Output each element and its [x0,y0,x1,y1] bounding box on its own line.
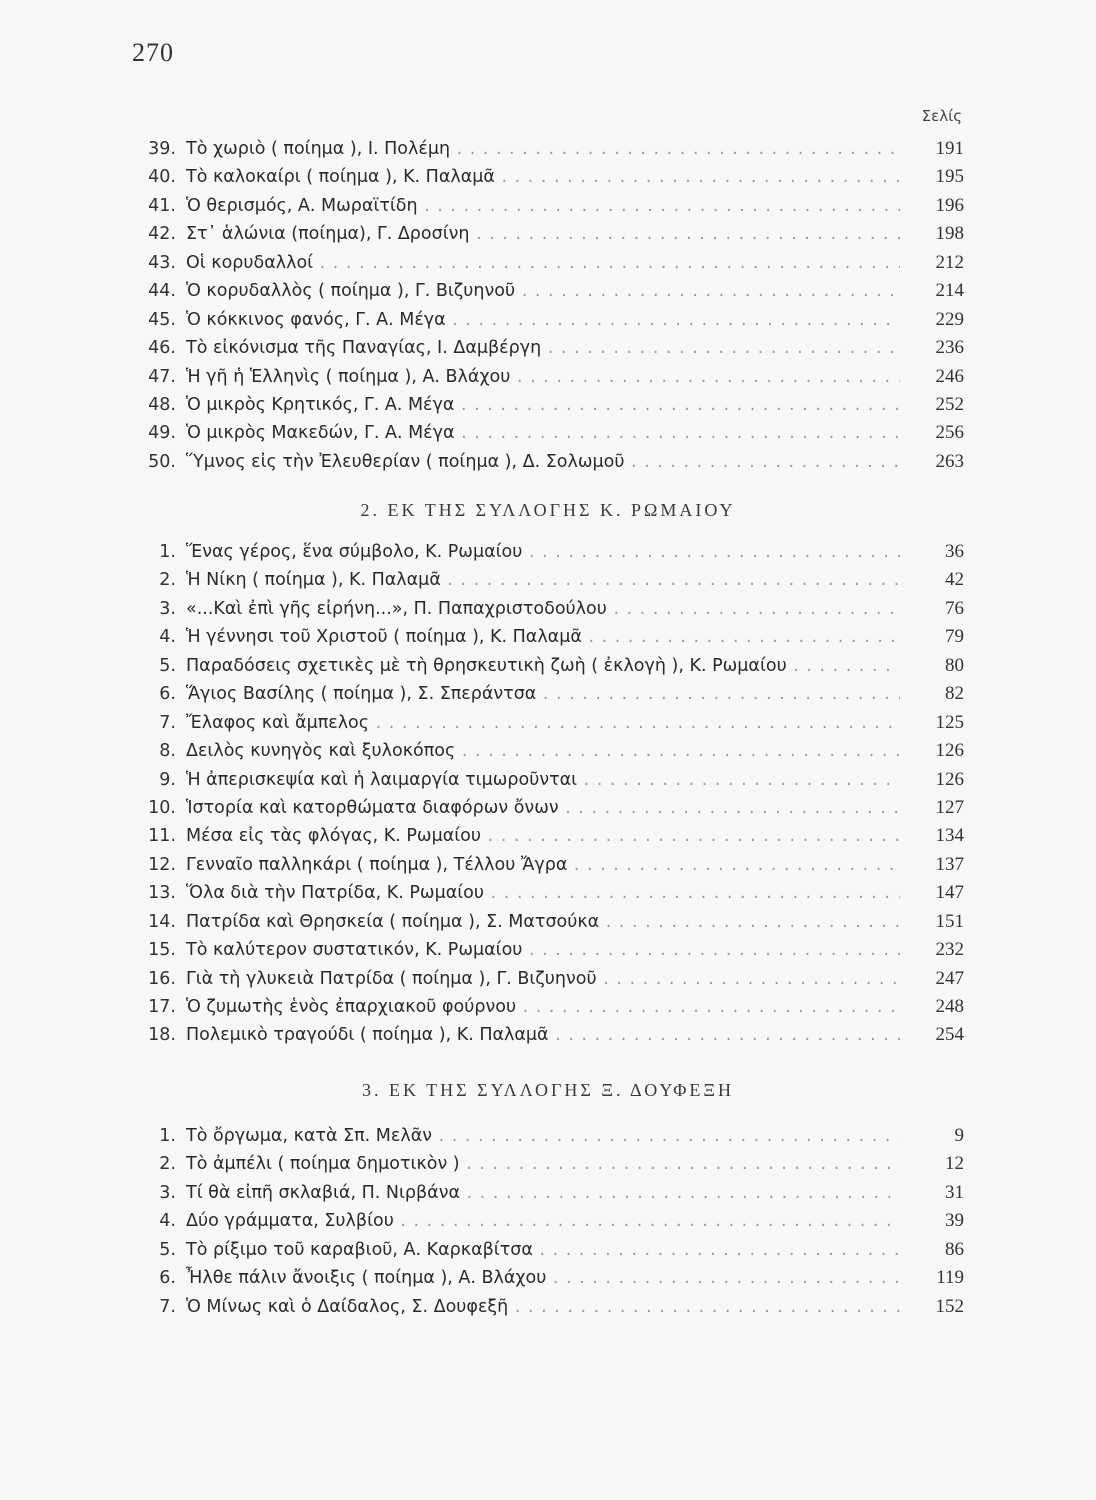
entry-title: Ὁ μικρὸς Κρητικός, Γ. Α. Μέγα . . . [186,391,956,419]
entry-number: 3. [159,1182,176,1203]
toc-entry [0,249,1096,277]
toc-entry [0,566,1096,594]
section-heading-romaiou: 2. ΕΚ ΤΗΣ ΣΥΛΛΟΓΗΣ Κ. ΡΩΜΑΙΟΥ [360,500,736,520]
entry-number: 11. [148,826,176,847]
entry-page: 42 [900,566,964,594]
entry-number: 47. [148,366,176,387]
entry-page: 212 [900,249,964,277]
entry-title: Ἡ ἀπερισκεψία καὶ ἡ λαιμαργία τιμωροῦνται . . . [186,766,956,794]
toc-entry [0,306,1096,334]
entry-number: 45. [148,309,176,330]
toc-entry [0,391,1096,419]
entry-number: 10. [148,797,176,818]
toc-entry [0,851,1096,879]
entry-page: 12 [900,1150,964,1178]
toc-entry [0,538,1096,566]
toc-entry [0,1207,1096,1235]
entry-page: 248 [900,993,964,1021]
entry-title: Τὸ ὄργωμα, κατὰ Σπ. Μελᾶν . . . [186,1122,956,1150]
toc-entry [0,277,1096,305]
entry-page: 126 [900,766,964,794]
entry-number: 9. [159,769,176,790]
entry-page: 126 [900,737,964,765]
entry-title: Τὸ καλύτερον συστατικόν, Κ. Ρωμαίου . . . [186,936,956,964]
entry-number: 8. [159,741,176,762]
entry-title: Πατρίδα καὶ Θρησκεία ( ποίημα ), Σ. Ματσούκα . . . [186,908,956,936]
entry-number: 15. [148,940,176,961]
entry-page: 80 [900,652,964,680]
entry-number: 1. [159,542,176,562]
entry-number: 48. [148,394,176,415]
entry-number: 6. [159,1268,176,1289]
toc-entry [0,908,1096,936]
entry-title: Τὸ χωριὸ ( ποίημα ), Ι. Πολέμη . . . [186,135,956,163]
entry-title: Στ᾽ ἁλώνια (ποίημα), Γ. Δροσίνη . . . [186,220,956,248]
entry-number: 49. [148,423,176,444]
entry-number: 7. [159,1296,176,1317]
toc-entry [0,1122,1096,1150]
toc-entry [0,1179,1096,1207]
toc-entry [0,192,1096,220]
entry-page: 247 [900,965,964,993]
entry-page: 134 [900,822,964,850]
toc-entry [0,1293,1096,1321]
entry-number: 44. [148,281,176,302]
entry-title: Παραδόσεις σχετικὲς μὲ τὴ θρησκευτικὴ ζωὴ ( ἐκλογὴ ), Κ. Ρωμαίου . . . [186,652,956,680]
entry-title: Ὁ θερισμός, Α. Μωραϊτίδη . . . [186,192,956,220]
toc-entry [0,737,1096,765]
toc-entry [0,419,1096,447]
entry-title: Δειλὸς κυνηγὸς καὶ ξυλοκόπος . . . [186,737,956,765]
entry-page: 151 [900,908,964,936]
toc-entry [0,595,1096,623]
entry-title: Τὸ καλοκαίρι ( ποίημα ), Κ. Παλαμᾶ . . . [186,163,956,191]
entry-page: 191 [900,135,964,163]
entry-number: 5. [159,1239,176,1260]
toc-entry [0,794,1096,822]
entry-title: Ὕμνος εἰς τὴν Ἐλευθερίαν ( ποίημα ), Δ. Σολωμοῦ . . . [186,448,956,476]
entry-title: Ἕνας γέρος, ἕνα σύμβολο, Κ. Ρωμαίου . . . [186,538,956,566]
entry-title: Πολεμικὸ τραγούδι ( ποίημα ), Κ. Παλαμᾶ . . . [186,1021,956,1049]
entry-number: 42. [148,224,176,245]
entry-page: 86 [900,1236,964,1264]
toc-entry [0,1150,1096,1178]
toc-entry [0,163,1096,191]
pages-column-label: Σελίς [921,107,962,125]
entry-title: Ἦλθε πάλιν ἄνοιξις ( ποίημα ), Α. Βλάχου . . . [186,1264,956,1292]
entry-title: Γιὰ τὴ γλυκειὰ Πατρίδα ( ποίημα ), Γ. Βιζυηνοῦ . . . [186,965,956,993]
entry-number: 18. [148,1025,176,1046]
entry-number: 16. [148,968,176,989]
entry-title: Ὁ κόκκινος φανός, Γ. Α. Μέγα . . . [186,306,956,334]
toc-entry [0,766,1096,794]
entry-page: 252 [900,391,964,419]
entry-page: 152 [900,1293,964,1321]
entry-number: 17. [148,997,176,1017]
entry-title: Μέσα εἰς τὰς φλόγας, Κ. Ρωμαίου . . . [186,822,956,850]
entry-page: 31 [900,1179,964,1207]
entry-page: 119 [900,1264,964,1292]
entry-title: Τί θὰ εἰπῆ σκλαβιά, Π. Νιρβάνα . . . [186,1179,956,1207]
toc-entry [0,965,1096,993]
entry-title: Ἡ γέννησι τοῦ Χριστοῦ ( ποίημα ), Κ. Παλαμᾶ . . . [186,623,956,651]
entry-page: 79 [900,623,964,651]
toc-entry [0,1236,1096,1264]
entry-page: 232 [900,936,964,964]
toc-entry [0,936,1096,964]
entry-page: 39 [900,1207,964,1235]
entry-page: 82 [900,680,964,708]
entry-number: 46. [148,338,176,359]
entry-number: 41. [148,195,176,216]
entry-title: Ἡ γῆ ἡ Ἑλληνὶς ( ποίημα ), Α. Βλάχου . . . [186,363,956,391]
toc-entry [0,680,1096,708]
entry-title: «...Καὶ ἐπὶ γῆς εἰρήνη...», Π. Παπαχριστοδούλου . . . [186,595,956,623]
section-heading-doufexi: 3. ΕΚ ΤΗΣ ΣΥΛΛΟΓΗΣ Ξ. ΔΟΥΦΕΞΗ [361,1080,735,1100]
entry-number: 7. [159,712,176,733]
entry-title: Ἅγιος Βασίλης ( ποίημα ), Σ. Σπεράντσα . . . [186,680,956,708]
entry-number: 12. [148,854,176,875]
entry-page: 195 [900,163,964,191]
entry-number: 4. [159,627,176,648]
entry-title: Ἔλαφος καὶ ἄμπελος . . . [186,709,956,737]
entry-page: 214 [900,277,964,305]
entry-page: 76 [900,595,964,623]
toc-entry [0,363,1096,391]
entry-page: 127 [900,794,964,822]
entry-page: 198 [900,220,964,248]
toc-entry [0,709,1096,737]
entry-page: 236 [900,334,964,362]
entry-title: Ὁ Μίνως καὶ ὁ Δαίδαλος, Σ. Δουφεξῆ . . . [186,1293,956,1321]
entry-title: Ὁ κορυδαλλὸς ( ποίημα ), Γ. Βιζυηνοῦ . . . [186,277,956,305]
entry-page: 256 [900,419,964,447]
toc-section-3 [0,1122,1096,1321]
entry-page: 147 [900,879,964,907]
toc-entry [0,623,1096,651]
entry-page: 125 [900,709,964,737]
entry-number: 6. [159,684,176,705]
entry-title: Ἱστορία καὶ κατορθώματα διαφόρων ὄνων . . . [186,794,956,822]
entry-page: 137 [900,851,964,879]
toc-entry [0,822,1096,850]
entry-number: 14. [148,911,176,932]
entry-page: 254 [900,1021,964,1049]
entry-page: 196 [900,192,964,220]
entry-number: 2. [159,1154,176,1175]
toc-entry [0,448,1096,476]
entry-title: Ὅλα διὰ τὴν Πατρίδα, Κ. Ρωμαίου . . . [186,879,956,907]
entry-page: 9 [900,1122,964,1150]
entry-number: 5. [159,655,176,676]
entry-title: Τὸ ἀμπέλι ( ποίημα δημοτικὸν ) . . . [186,1150,956,1178]
entry-number: 4. [159,1211,176,1232]
toc-entry [0,1264,1096,1292]
entry-title: Ἡ Νίκη ( ποίημα ), Κ. Παλαμᾶ . . . [186,566,956,594]
entry-title: Γενναῖο παλληκάρι ( ποίημα ), Τέλλου Ἄγρα . . . [186,851,956,879]
entry-page: 36 [900,538,964,566]
entry-page: 229 [900,306,964,334]
toc-section-1 [0,135,1096,476]
entry-number: 1. [159,1126,176,1146]
toc-entry [0,993,1096,1021]
entry-title: Τὸ ρίξιμο τοῦ καραβιοῦ, Α. Καρκαβίτσα . . . [186,1236,956,1264]
page-number: 270 [132,38,174,67]
entry-page: 246 [900,363,964,391]
entry-number: 50. [148,451,176,472]
entry-title: Οἱ κορυδαλλοί . . . [186,249,956,277]
toc-entry [0,879,1096,907]
entry-title: Δύο γράμματα, Συλβίου . . . [186,1207,956,1235]
entry-number: 40. [148,167,176,188]
entry-number: 39. [148,139,176,159]
toc-entry [0,220,1096,248]
entry-number: 2. [159,570,176,591]
entry-number: 3. [159,598,176,619]
entry-title: Ὁ ζυμωτὴς ἑνὸς ἐπαρχιακοῦ φούρνου . . . [186,993,956,1021]
entry-title: Τὸ εἰκόνισμα τῆς Παναγίας, Ι. Δαμβέργη . . . [186,334,956,362]
toc-entry [0,135,1096,163]
toc-entry [0,334,1096,362]
entry-title: Ὁ μικρὸς Μακεδών, Γ. Α. Μέγα . . . [186,419,956,447]
entry-number: 43. [148,252,176,273]
toc-entry [0,652,1096,680]
entry-page: 263 [900,448,964,476]
entry-number: 13. [148,883,176,904]
toc-section-2 [0,538,1096,1050]
toc-entry [0,1021,1096,1049]
